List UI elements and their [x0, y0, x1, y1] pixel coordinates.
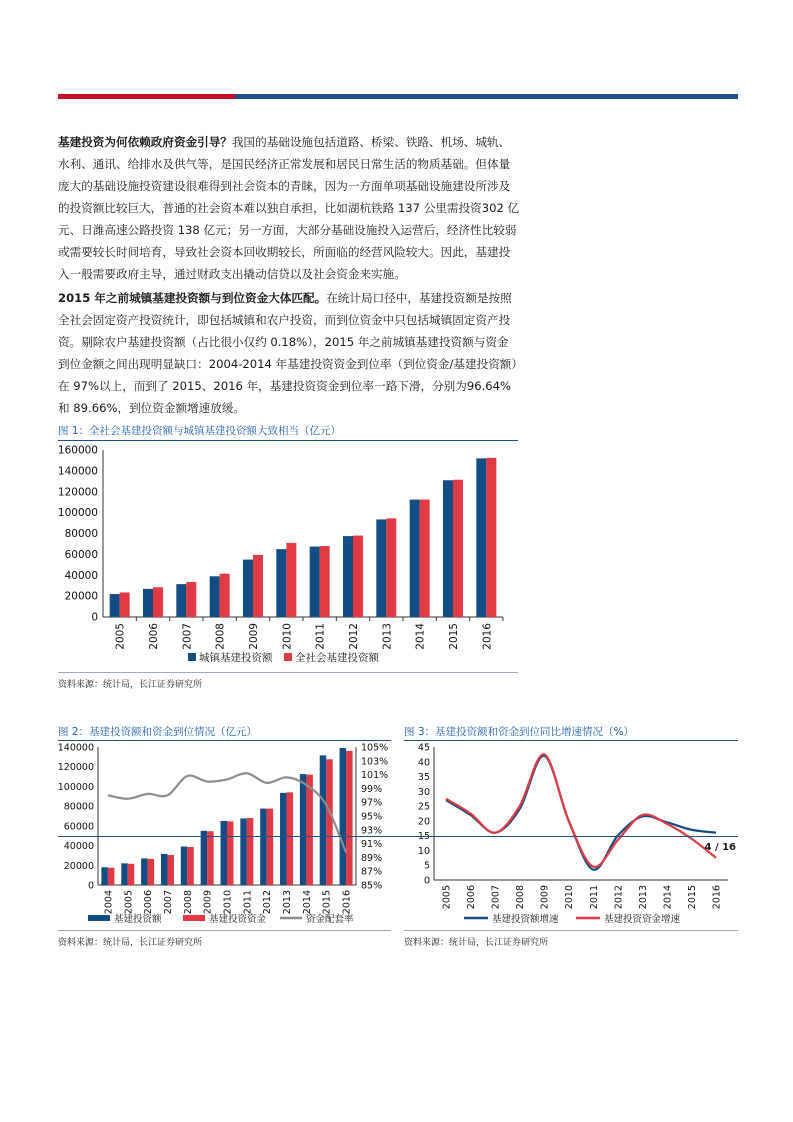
header-bar-red: [58, 94, 235, 99]
x-tick-label: 2006: [148, 623, 160, 650]
figure-2-source: 资料来源：统计局，长江证券研究所: [58, 938, 203, 948]
paragraph-1-text: 我国的基础设施包括道路、桥梁、铁路、机场、城轨、水利、通讯、给排水及供气等，是国民经济正常发展和居民日常生活的物质基础。但体量庞大的基础设施投资建设很难得到社会资本的青睐，因为一方面单项基础设施建设所涉及的投资额比较巨大，普通的社会资本难以独自承担，比如湖杭铁路 137 公里需投资302 亿元、日潍高速公路投资 138 亿元；另一方面，大部分基础设施投入运营后，经济性比较弱或需要较长时间培育，导致社会资本回收期较长，所面临的经营风险较大。因此，基建投入一般需要政府主导，通过财政支出撬动信贷以及社会资金来实施。: [58, 135, 520, 281]
y2-tick-label: 99%: [361, 783, 383, 795]
x-tick-label: 2007: [490, 885, 502, 910]
x-tick-label: 2013: [381, 623, 394, 650]
legend-swatch: [183, 915, 205, 921]
y-tick-label: 20: [417, 816, 430, 828]
y-tick-label: 45: [417, 742, 430, 754]
x-tick-label: 2004: [103, 890, 115, 915]
bar-urban-2012: [343, 536, 353, 617]
page-number: 4 / 16: [704, 842, 736, 853]
bar-investment-2009: [201, 831, 208, 885]
bar-urban-2010: [276, 549, 286, 617]
x-tick-label: 2007: [162, 890, 174, 915]
bar-urban-2005: [110, 594, 120, 617]
figure-3-chart: [404, 740, 738, 928]
figure-3-bottom-rule: [404, 930, 738, 931]
legend-swatch: [88, 915, 110, 921]
bar-urban-2009: [243, 560, 253, 617]
figure-1-bottom-rule: [58, 672, 518, 673]
bar-funds-2008: [187, 847, 194, 885]
x-tick-label: 2005: [441, 885, 453, 910]
bar-investment-2006: [141, 858, 148, 885]
bar-total-2012: [353, 536, 363, 617]
bar-urban-2008: [210, 576, 220, 617]
bar-total-2008: [220, 574, 230, 617]
bar-urban-2006: [143, 589, 153, 617]
y-tick-label: 20000: [64, 590, 98, 603]
x-tick-label: 2015: [321, 890, 333, 915]
y-tick-label: 120000: [58, 486, 98, 499]
bar-urban-2016: [476, 458, 486, 617]
y-tick-label: 120000: [58, 762, 94, 774]
x-tick-label: 2006: [466, 885, 478, 910]
y2-tick-label: 105%: [361, 742, 389, 754]
figure-1-title: 图 1：全社会基建投资额与城镇基建投资额大致相当（亿元）: [58, 425, 342, 437]
bar-investment-2008: [181, 847, 188, 885]
y-tick-label: 100000: [58, 507, 98, 520]
bar-investment-2015: [320, 755, 327, 885]
y2-tick-label: 87%: [361, 866, 383, 878]
x-tick-label: 2015: [686, 885, 698, 910]
figure-3-title: 图 3：基建投资额和资金到位同比增速情况（%）: [404, 726, 634, 738]
y-tick-label: 40: [417, 757, 430, 769]
bar-funds-2016: [346, 751, 353, 885]
bar-total-2009: [253, 555, 263, 617]
y-tick-label: 35: [417, 772, 430, 784]
bar-investment-2004: [101, 867, 108, 885]
bar-total-2007: [186, 582, 196, 617]
y-tick-label: 30: [417, 786, 430, 798]
paragraph-2: [58, 287, 520, 419]
bar-investment-2016: [340, 748, 347, 885]
bar-funds-2005: [128, 864, 134, 885]
x-tick-label: 2013: [637, 885, 649, 910]
figure-3-source: 资料来源：统计局，长江证券研究所: [404, 938, 549, 948]
bar-funds-2011: [247, 818, 254, 885]
bar-funds-2010: [227, 821, 234, 885]
y2-tick-label: 89%: [361, 852, 383, 864]
x-tick-label: 2006: [143, 890, 155, 915]
bar-funds-2006: [148, 859, 155, 885]
bar-investment-2012: [260, 809, 267, 885]
header-bar: [58, 94, 738, 99]
y2-tick-label: 95%: [361, 811, 383, 823]
y-tick-label: 140000: [58, 742, 94, 754]
y-tick-label: 60000: [63, 821, 94, 833]
bar-urban-2014: [410, 500, 420, 617]
y2-tick-label: 91%: [361, 839, 383, 851]
bar-funds-2013: [287, 792, 294, 885]
bar-urban-2011: [310, 547, 320, 617]
footer-rule: [58, 836, 738, 837]
figure-2-title: 图 2：基建投资额和资金到位情况（亿元）: [58, 726, 258, 738]
legend-label: 基建投资额: [114, 914, 162, 925]
bar-total-2015: [453, 480, 463, 617]
bar-total-2014: [420, 500, 430, 617]
bar-total-2013: [386, 518, 396, 617]
x-tick-label: 2015: [448, 623, 460, 650]
x-tick-label: 2007: [181, 623, 194, 650]
x-tick-label: 2010: [281, 623, 294, 650]
bar-total-2010: [286, 543, 296, 617]
y-tick-label: 10: [417, 845, 430, 857]
y-tick-label: 40000: [64, 569, 98, 582]
y-tick-label: 25: [417, 801, 430, 813]
bar-investment-2005: [121, 863, 128, 885]
y-tick-label: 0: [91, 611, 98, 624]
bar-total-2016: [486, 458, 496, 617]
y-tick-label: 40000: [63, 841, 94, 853]
x-tick-label: 2009: [248, 623, 260, 650]
x-tick-label: 2012: [613, 885, 625, 910]
bar-funds-2015: [326, 759, 333, 885]
figure-2-bottom-rule: [58, 930, 391, 931]
legend-label: 全社会基建投资额: [295, 652, 379, 664]
y2-tick-label: 93%: [361, 825, 383, 837]
y2-tick-label: 103%: [361, 756, 389, 768]
paragraph-2-bold: 2015 年之前城镇基建投资额与到位资金大体匹配。: [58, 291, 327, 305]
x-tick-label: 2016: [711, 885, 723, 910]
y-tick-label: 20000: [63, 860, 94, 872]
bar-funds-2009: [207, 831, 214, 885]
y-tick-label: 5: [423, 860, 430, 872]
x-tick-label: 2014: [301, 890, 313, 915]
y2-tick-label: 85%: [361, 880, 383, 892]
legend-label: 资金配套率: [306, 914, 354, 925]
y-tick-label: 0: [423, 875, 430, 887]
bar-funds-2012: [267, 809, 274, 885]
series-line-funds-growth: [446, 754, 716, 867]
y-tick-label: 140000: [58, 465, 98, 478]
y-tick-label: 60000: [64, 548, 98, 561]
bar-urban-2015: [443, 480, 453, 617]
x-tick-label: 2011: [242, 890, 254, 915]
x-tick-label: 2005: [123, 890, 135, 915]
bar-investment-2010: [221, 821, 228, 885]
x-tick-label: 2008: [182, 890, 194, 915]
y2-tick-label: 101%: [361, 770, 389, 782]
x-tick-label: 2016: [341, 890, 353, 915]
y2-tick-label: 97%: [361, 797, 383, 809]
legend-label: 基建投资资金增速: [604, 914, 681, 925]
x-tick-label: 2011: [314, 623, 327, 650]
legend-label: 基建投资额增速: [492, 914, 559, 925]
x-tick-label: 2008: [214, 623, 227, 650]
legend-label: 基建投资资金: [209, 914, 267, 925]
legend-swatch: [284, 653, 292, 661]
bar-total-2006: [153, 587, 163, 617]
x-tick-label: 2009: [202, 890, 214, 915]
x-tick-label: 2010: [564, 885, 576, 910]
bar-investment-2014: [300, 774, 307, 885]
legend-label: 城镇基建投资额: [199, 652, 273, 664]
x-tick-label: 2009: [539, 885, 551, 910]
bar-total-2011: [320, 546, 330, 617]
y-tick-label: 160000: [58, 444, 98, 457]
x-tick-label: 2005: [114, 623, 127, 650]
bar-investment-2011: [240, 818, 247, 885]
figure-1-chart: [58, 441, 520, 671]
bar-urban-2013: [376, 519, 386, 617]
bar-funds-2004: [108, 868, 115, 885]
legend-swatch: [188, 653, 196, 661]
figure-2-chart: [58, 740, 393, 928]
x-tick-label: 2014: [662, 885, 674, 910]
bar-investment-2013: [280, 793, 287, 885]
bar-funds-2007: [167, 855, 174, 885]
bar-total-2005: [120, 592, 130, 617]
x-tick-label: 2011: [588, 885, 600, 910]
y-tick-label: 100000: [58, 781, 94, 793]
x-tick-label: 2013: [282, 890, 294, 915]
bar-urban-2007: [176, 584, 186, 617]
y-tick-label: 0: [87, 880, 94, 892]
x-tick-label: 2008: [515, 885, 527, 910]
series-line-investment-growth: [446, 756, 716, 870]
bar-funds-2014: [306, 775, 313, 885]
x-tick-label: 2016: [481, 623, 494, 650]
x-tick-label: 2012: [262, 890, 274, 915]
paragraph-2-text: 在统计局口径中，基建投资额是按照全社会固定资产投资统计，即包括城镇和农户投资，而到位资金中只包括城镇固定资产投资。剔除农户基建投资额（占比很小仅约 0.18%），2015 年之前城镇基建投资额与资金到位金额之间出现明显缺口：2004-2014 年基建投资资金到位率（到位资金/基建投资额）在 97%以上，而到了 2015、2016 年，基建投资资金到位率一路下滑，分别为96.64%和 89.66%，到位资金额增速放缓。: [58, 291, 518, 415]
header-bar-blue: [235, 94, 738, 99]
bar-investment-2007: [161, 854, 168, 885]
x-tick-label: 2012: [348, 623, 360, 650]
paragraph-1-bold: 基建投资为何依赖政府资金引导？: [58, 135, 232, 149]
x-tick-label: 2014: [414, 623, 427, 650]
paragraph-1: [58, 131, 520, 285]
y-tick-label: 80000: [64, 528, 98, 540]
y-tick-label: 80000: [63, 801, 94, 813]
figure-1-source: 资料来源：统计局，长江证券研究所: [58, 680, 203, 690]
x-tick-label: 2010: [222, 890, 234, 915]
